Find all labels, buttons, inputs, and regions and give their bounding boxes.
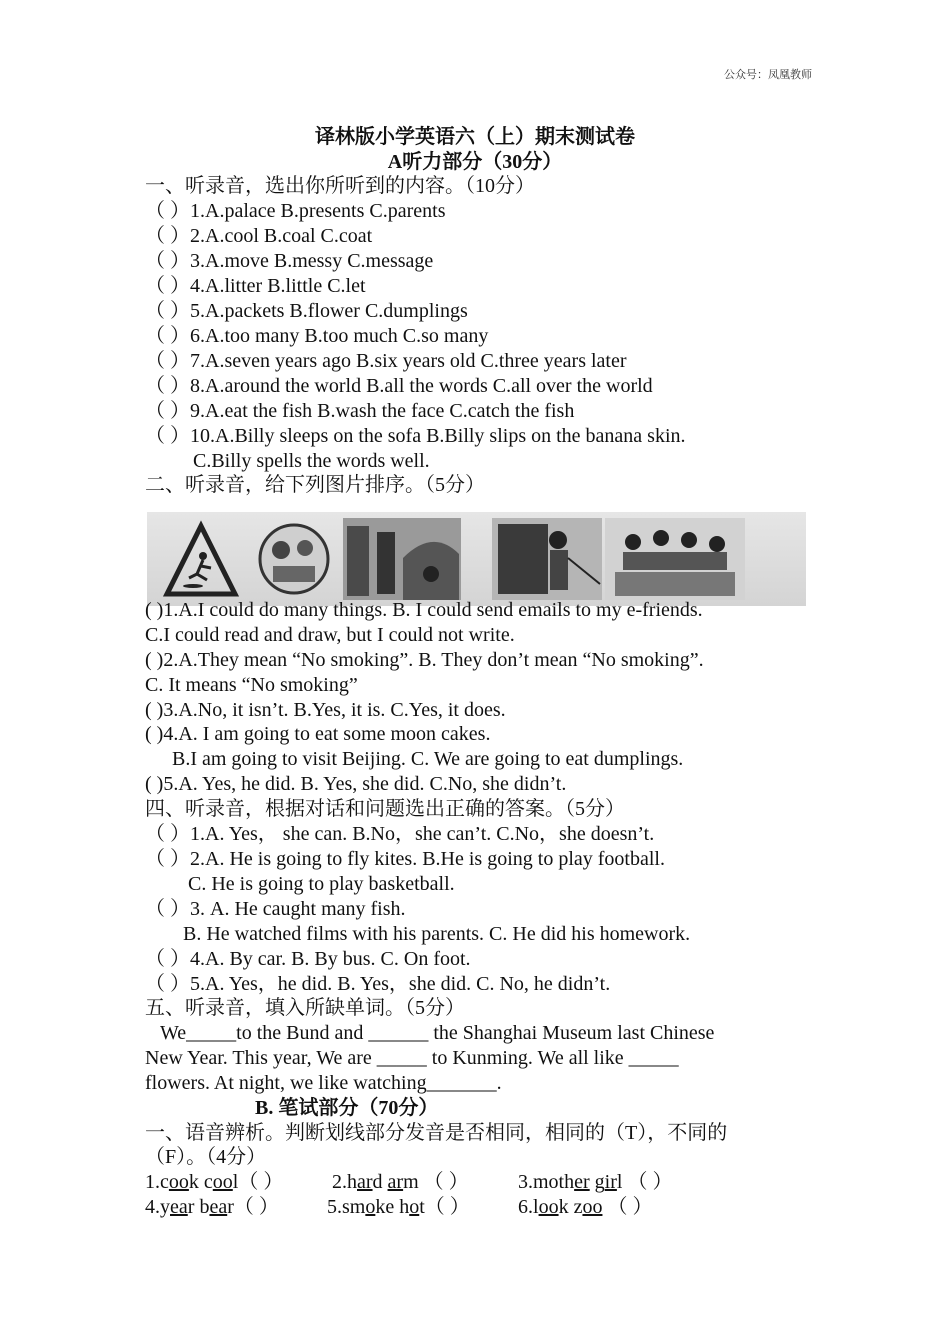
s1-q9: （ ）9.A.eat the fish B.wash the face C.catch the fish: [145, 400, 575, 422]
s4-q3-cont: B. He watched films with his parents. C. He did his homework.: [183, 923, 691, 945]
s5-line2: New Year. This year, We are _____ to Kunming. We all like _____: [145, 1047, 679, 1069]
s1-q1: （ ）1.A.palace B.presents C.parents: [145, 200, 446, 222]
picture-strip: [147, 512, 806, 606]
s1-q5: （ ）5.A.packets B.flower C.dumplings: [145, 300, 468, 322]
phonics-q1: 1.cook cool（ ）: [145, 1171, 284, 1193]
part-a-title: A听力部分（30分）: [387, 151, 563, 173]
s5-line3: flowers. At night, we like watching_______.: [145, 1072, 502, 1094]
written1-heading: 一、语音辨析。判断划线部分发音是否相同，相同的（T），不同的: [145, 1122, 728, 1144]
s4-q3: （ ）3. A. He caught many fish.: [145, 898, 406, 920]
s1-q8: （ ）8.A.around the world B.all the words C.all over the world: [145, 375, 653, 397]
s3-q4: ( )4.A. I am going to eat some moon cakes.: [145, 723, 491, 745]
s1-q10-cont: C.Billy spells the words well.: [193, 450, 430, 472]
family-dinner-picture: [605, 518, 745, 600]
written1-heading-cont: （F）。（4分）: [145, 1146, 267, 1168]
s3-q4-cont: B.I am going to visit Beijing. C. We are going to eat dumplings.: [172, 748, 684, 770]
phonics-q3: 3.mother girl （ ）: [518, 1171, 673, 1193]
section5-heading: 五、听录音，填入所缺单词。（5分）: [145, 997, 465, 1019]
s3-q1-cont: C.I could read and draw, but I could not write.: [145, 624, 515, 646]
s3-q2-cont: C. It means “No smoking”: [145, 674, 358, 696]
s4-q1: （ ）1.A. Yes， she can. B.No，she can’t. C.No，she doesn’t.: [145, 823, 655, 845]
section1-heading: 一、听录音，选出你所听到的内容。（10分）: [145, 175, 535, 197]
s1-q4: （ ）4.A.litter B.little C.let: [145, 275, 366, 297]
s5-line1: We_____to the Bund and ______ the Shanghai Museum last Chinese: [160, 1022, 715, 1044]
section4-heading: 四、听录音，根据对话和问题选出正确的答案。（5分）: [145, 798, 625, 820]
s4-q2-cont: C. He is going to play basketball.: [188, 873, 455, 895]
slippery-sign-picture: [163, 518, 239, 600]
s4-q2: （ ）2.A. He is going to fly kites. B.He is going to play football.: [145, 848, 665, 870]
people-picture: [492, 518, 602, 600]
s1-q6: （ ）6.A.too many B.too much C.so many: [145, 325, 489, 347]
phonics-q6: 6.look zoo （ ）: [518, 1196, 653, 1218]
s1-q10: （ ）10.A.Billy sleeps on the sofa B.Billy slips on the banana skin.: [145, 425, 686, 447]
s1-q3: （ ）3.A.move B.messy C.message: [145, 250, 434, 272]
s4-q4: （ ）4.A. By car. B. By bus. C. On foot.: [145, 948, 471, 970]
s3-q2: ( )2.A.They mean “No smoking”. B. They don’t mean “No smoking”.: [145, 649, 704, 671]
s3-q1: ( )1.A.I could do many things. B. I could send emails to my e-friends.: [145, 599, 703, 621]
street-picture: [343, 518, 461, 600]
plate-picture: [255, 518, 333, 600]
s1-q2: （ ）2.A.cool B.coal C.coat: [145, 225, 373, 247]
header-source: 公众号：凤凰教师: [724, 69, 812, 81]
section2-heading: 二、听录音，给下列图片排序。（5分）: [145, 474, 485, 496]
s1-q7: （ ）7.A.seven years ago B.six years old C.three years later: [145, 350, 627, 372]
phonics-q5: 5.smoke hot（ ）: [327, 1196, 470, 1218]
part-b-title: B. 笔试部分（70分）: [255, 1097, 439, 1119]
page-title: 译林版小学英语六（上）期末测试卷: [315, 126, 635, 148]
phonics-q4: 4.year bear（ ）: [145, 1196, 279, 1218]
s3-q3: ( )3.A.No, it isn’t. B.Yes, it is. C.Yes, it does.: [145, 699, 506, 721]
s4-q5: （ ）5.A. Yes，he did. B. Yes，she did. C. No, he didn’t.: [145, 973, 611, 995]
phonics-q2: 2.hard arm （ ）: [332, 1171, 469, 1193]
s3-q5: ( )5.A. Yes, he did. B. Yes, she did. C.No, she didn’t.: [145, 773, 567, 795]
